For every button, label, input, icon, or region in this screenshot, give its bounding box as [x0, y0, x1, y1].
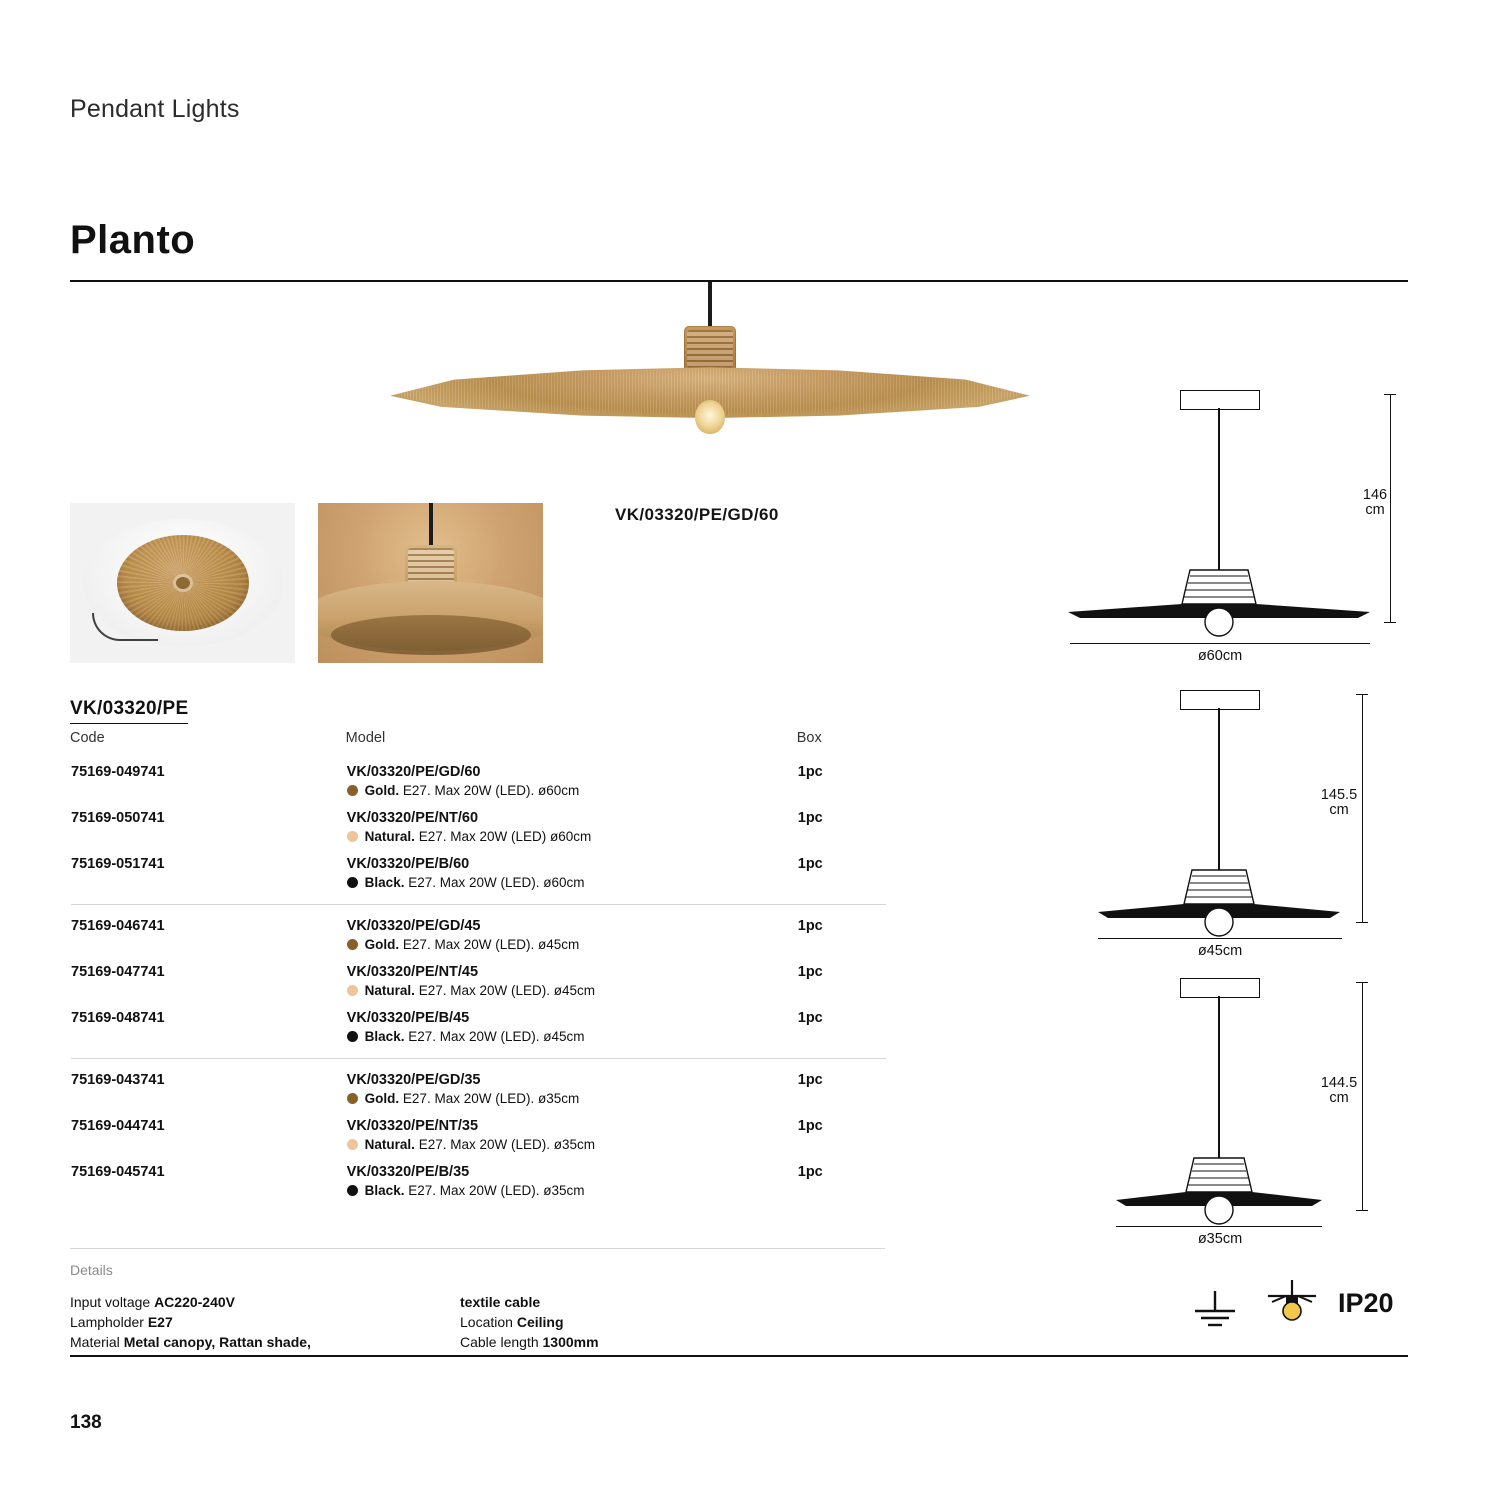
thumb-cord [429, 503, 433, 547]
cell-model: VK/03320/PE/NT/35 [346, 1118, 479, 1134]
technical-drawing-35 [1040, 978, 1410, 1253]
cell-finish: Gold. E27. Max 20W (LED). ø60cm [346, 780, 797, 798]
cell-box: 1pc [797, 1118, 823, 1134]
detail-line: Lampholder E27 [70, 1314, 173, 1330]
series-code: VK/03320/PE [70, 698, 188, 724]
cell-code: 75169-049741 [71, 764, 165, 780]
cell-box: 1pc [797, 918, 823, 934]
shade-profile [1040, 1148, 1410, 1238]
table-row-detail [70, 826, 887, 844]
height-label: 146 cm [1362, 487, 1388, 519]
height-label: 144.5 cm [1320, 1075, 1358, 1107]
thumb-cable [92, 613, 158, 641]
cell-box: 1pc [797, 856, 823, 872]
color-swatch-icon [347, 985, 358, 996]
cell-model: VK/03320/PE/NT/45 [346, 964, 479, 980]
hero-product-photo [380, 282, 1040, 482]
table-row [70, 798, 887, 826]
canopy-plate [1180, 690, 1260, 710]
color-swatch-icon [347, 1185, 358, 1196]
color-swatch-icon [347, 939, 358, 950]
column-header-code: Code [70, 730, 105, 746]
table-row [70, 1060, 887, 1088]
cell-box: 1pc [797, 1164, 823, 1180]
details-divider [70, 1248, 885, 1249]
cell-finish: Natural. E27. Max 20W (LED). ø45cm [346, 980, 797, 998]
cell-code: 75169-048741 [71, 1010, 165, 1026]
cell-model: VK/03320/PE/NT/60 [346, 810, 479, 826]
detail-line: textile cable [460, 1294, 541, 1310]
height-dim-line [1390, 394, 1391, 622]
height-dim-tick-top [1384, 394, 1396, 395]
cell-model: VK/03320/PE/B/60 [346, 856, 470, 872]
height-dim-line [1362, 694, 1363, 922]
cell-code: 75169-043741 [71, 1072, 165, 1088]
table-header-row [70, 730, 887, 752]
thumb-center-hub [176, 577, 190, 589]
cell-model: VK/03320/PE/B/45 [346, 1010, 470, 1026]
cell-code: 75169-044741 [71, 1118, 165, 1134]
table-row [70, 752, 887, 780]
cell-box: 1pc [797, 1010, 823, 1026]
thumbnail-top-view [70, 503, 295, 663]
table-row-detail [70, 980, 887, 998]
cell-finish: Gold. E27. Max 20W (LED). ø35cm [346, 1088, 797, 1106]
cell-model: VK/03320/PE/GD/45 [346, 918, 481, 934]
cell-finish: Black. E27. Max 20W (LED). ø45cm [346, 1026, 797, 1044]
diameter-line [1116, 1226, 1322, 1227]
technical-drawing-60 [1040, 390, 1410, 675]
earth-ground-icon [1185, 1285, 1245, 1335]
table-row [70, 906, 887, 934]
technical-drawing-45 [1040, 690, 1410, 965]
table-row [70, 952, 887, 980]
cell-finish: Black. E27. Max 20W (LED). ø60cm [346, 872, 797, 890]
color-swatch-icon [347, 831, 358, 842]
shade-profile [1040, 860, 1410, 950]
cell-code: 75169-046741 [71, 918, 165, 934]
table-row-detail [70, 1134, 887, 1152]
group-divider [70, 1044, 887, 1060]
table-row [70, 1152, 887, 1180]
color-swatch-icon [347, 1031, 358, 1042]
height-dim-tick-top [1356, 982, 1368, 983]
height-dim-tick-bottom [1356, 1210, 1368, 1211]
details-column-left [70, 1292, 311, 1352]
detail-line: Location Ceiling [460, 1314, 564, 1330]
table-row [70, 998, 887, 1026]
table-row-detail [70, 872, 887, 890]
cell-finish: Natural. E27. Max 20W (LED). ø35cm [346, 1134, 797, 1152]
cell-box: 1pc [797, 764, 823, 780]
table-row-detail [70, 780, 887, 798]
table-row-detail [70, 1180, 887, 1198]
diameter-label: ø60cm [1197, 648, 1243, 664]
shade-profile [1040, 560, 1410, 650]
height-dim-line [1362, 982, 1363, 1210]
diameter-label: ø35cm [1197, 1231, 1243, 1247]
detail-line: Input voltage AC220-240V [70, 1294, 235, 1310]
cell-finish: Natural. E27. Max 20W (LED) ø60cm [346, 826, 797, 844]
thumb-shade-shadow [331, 615, 531, 655]
detail-line: Cable length 1300mm [460, 1334, 599, 1350]
diameter-line [1070, 643, 1370, 644]
table-row-detail [70, 1088, 887, 1106]
cell-box: 1pc [797, 964, 823, 980]
hero-cord [708, 282, 712, 328]
color-swatch-icon [347, 1093, 358, 1104]
color-swatch-icon [347, 877, 358, 888]
diameter-label: ø45cm [1197, 943, 1243, 959]
cell-code: 75169-051741 [71, 856, 165, 872]
thumbnail-detail-view [318, 503, 543, 663]
cell-model: VK/03320/PE/GD/35 [346, 1072, 481, 1088]
height-dim-tick-top [1356, 694, 1368, 695]
cell-code: 75169-047741 [71, 964, 165, 980]
group-divider [70, 890, 887, 906]
lamp-mount-icon [1262, 1278, 1322, 1334]
canopy-plate [1180, 390, 1260, 410]
hero-model-code: VK/03320/PE/GD/60 [615, 505, 779, 524]
cell-code: 75169-045741 [71, 1164, 165, 1180]
page-number: 138 [70, 1412, 102, 1433]
color-swatch-icon [347, 785, 358, 796]
table-row-detail [70, 934, 887, 952]
diameter-line [1098, 938, 1342, 939]
color-swatch-icon [347, 1139, 358, 1150]
cell-model: VK/03320/PE/GD/60 [346, 764, 481, 780]
page-category: Pendant Lights [70, 95, 240, 123]
cell-model: VK/03320/PE/B/35 [346, 1164, 470, 1180]
hero-bulb [695, 400, 725, 434]
details-heading: Details [70, 1262, 113, 1278]
product-variants-table [70, 730, 887, 1198]
hero-socket [684, 326, 736, 372]
cell-box: 1pc [797, 1072, 823, 1088]
details-column-right [460, 1292, 599, 1352]
height-dim-tick-bottom [1356, 922, 1368, 923]
footer-divider [70, 1355, 1408, 1357]
cell-finish: Black. E27. Max 20W (LED). ø35cm [346, 1180, 797, 1198]
cell-code: 75169-050741 [71, 810, 165, 826]
height-dim-tick-bottom [1384, 622, 1396, 623]
height-label: 145.5 cm [1320, 787, 1358, 819]
page-title: Planto [70, 218, 196, 262]
table-row-detail [70, 1026, 887, 1044]
ip-rating-label: IP20 [1338, 1288, 1394, 1318]
table-row [70, 1106, 887, 1134]
cell-finish: Gold. E27. Max 20W (LED). ø45cm [346, 934, 797, 952]
column-header-box: Box [796, 730, 822, 746]
canopy-plate [1180, 978, 1260, 998]
table-row [70, 844, 887, 872]
column-header-model: Model [345, 730, 386, 746]
cell-box: 1pc [797, 810, 823, 826]
detail-line: Material Metal canopy, Rattan shade, [70, 1334, 311, 1350]
